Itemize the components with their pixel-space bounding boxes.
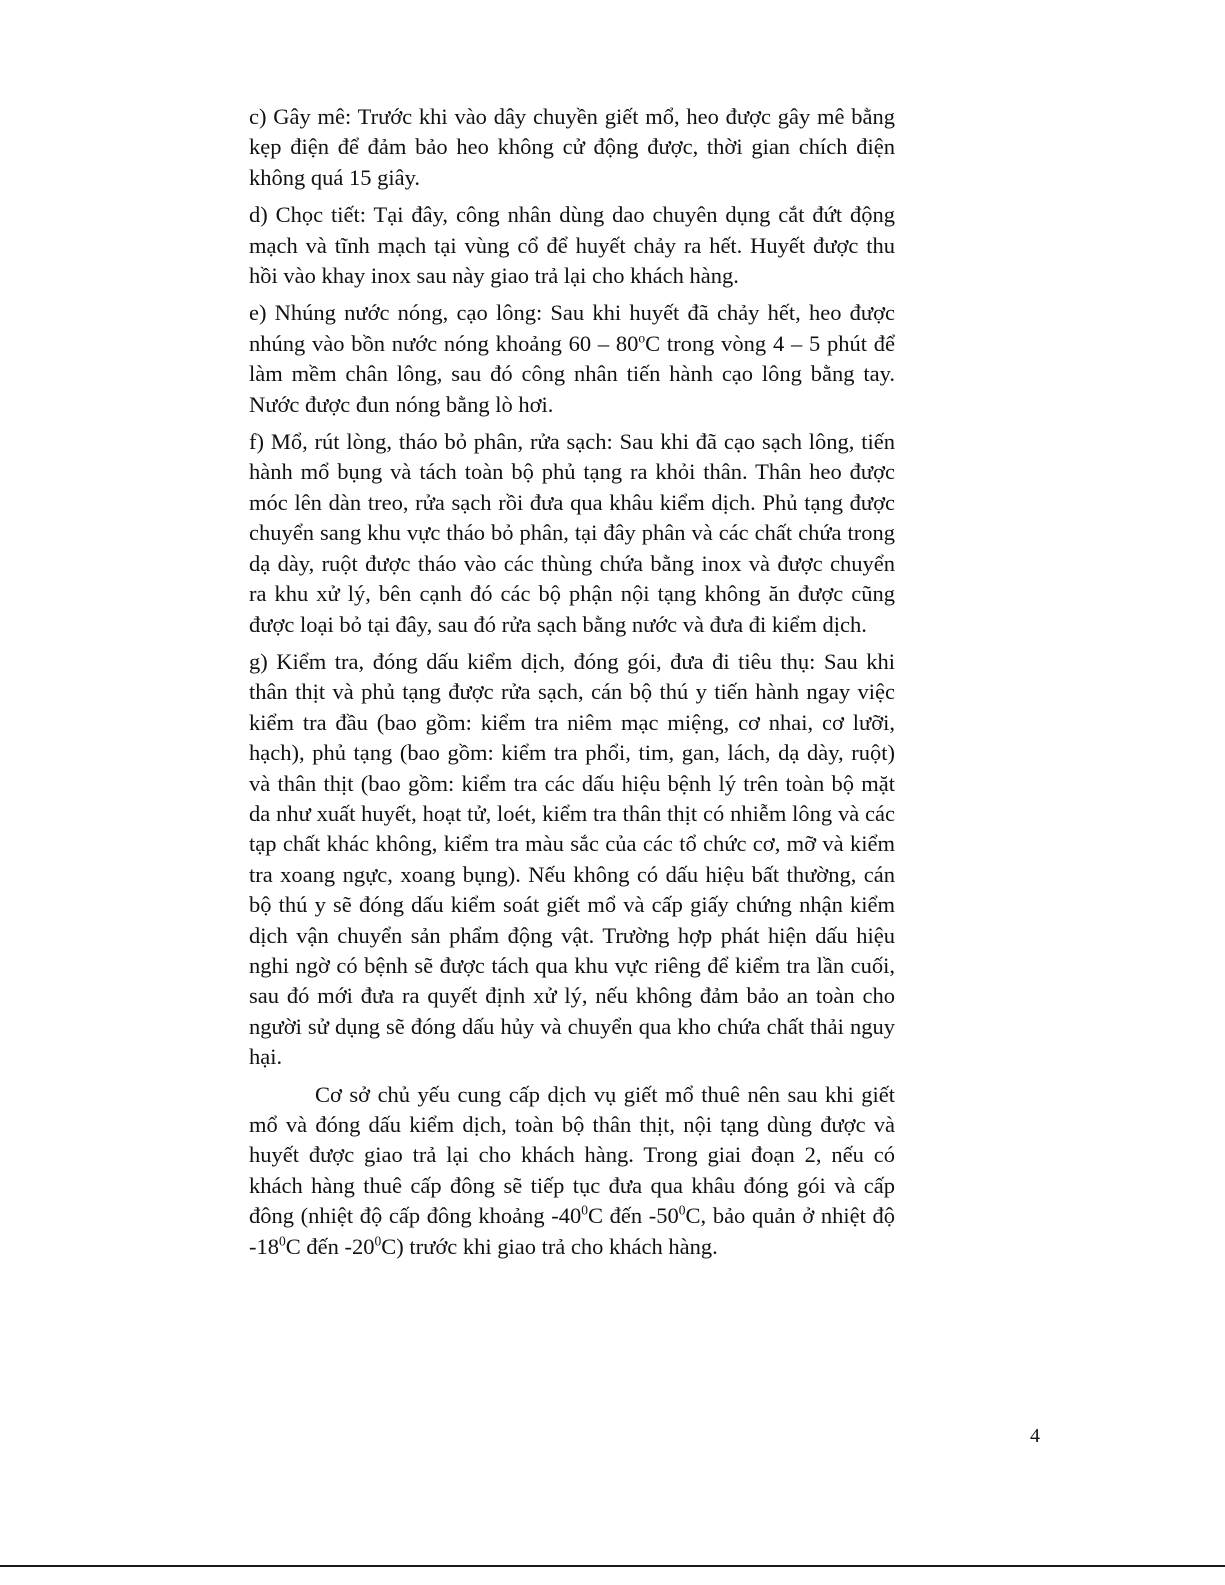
text-segment: C) trước khi giao trả cho khách hàng. [381,1233,718,1259]
text-segment: C trong vòng 4 – 5 phút để làm mềm chân lông, sau đó công nhân tiến hành cạo lông bằng tay. Nước được đun nóng bằng lò hơi. [249,330,895,417]
degree-superscript: o [638,330,646,346]
degree-superscript: 0 [678,1202,686,1218]
page-number: 4 [1030,1425,1040,1447]
paragraph-scalding [249,298,895,420]
document-body [249,102,895,1269]
paragraph-summary [249,1080,895,1262]
degree-superscript: 0 [374,1233,382,1249]
page-bottom-divider [0,1565,1225,1567]
paragraph-bleeding: d) Chọc tiết: Tại đây, công nhân dùng dao chuyên dụng cắt đứt động mạch và tĩnh mạch tại vùng cổ để huyết chảy ra hết. Huyết được thu hồi vào khay inox sau này giao trả lại cho khách hàng. [249,202,895,289]
text-segment: e) Nhúng nước nóng, cạo lông: Sau khi huyết đã chảy hết, heo được nhúng vào bồn nước nóng khoảng 60 – 80 [249,300,895,356]
degree-superscript: 0 [581,1202,589,1218]
paragraph-inspection: g) Kiểm tra, đóng dấu kiểm dịch, đóng gói, đưa đi tiêu thụ: Sau khi thân thịt và phủ tạng được rửa sạch, cán bộ thú y tiến hành ngay việc kiểm tra đầu (bao gồm: kiểm tra niêm mạc miệng, cơ nhai, cơ lưỡi, hạch), phủ tạng (bao gồm: kiểm tra phổi, tim, gan, lách, dạ dày, ruột) và thân thịt (bao gồm: kiểm tra các dấu hiệu bệnh lý trên toàn bộ mặt da như xuất huyết, hoạt tử, loét, kiểm tra thân thịt có nhiễm lông và các tạp chất khác không, kiểm tra màu sắc của các tổ chức cơ, mỡ và kiểm tra xoang ngực, xoang bụng). Nếu không có dấu hiệu bất thường, cán bộ thú y sẽ đóng dấu kiểm soát giết mổ và cấp giấy chứng nhận kiểm dịch vận chuyển sản phẩm động vật. Trường hợp phát hiện dấu hiệu nghi ngờ có bệnh sẽ được tách qua khu vực riêng để kiểm tra lần cuối, sau đó mới đưa ra quyết định xử lý, nếu không đảm bảo an toàn cho người sử dụng sẽ đóng dấu hủy và chuyển qua kho chứa chất thải nguy hại. [249,648,895,1070]
text-segment: C đến -50 [588,1203,679,1229]
degree-superscript: 0 [279,1233,286,1249]
paragraph-anesthesia: c) Gây mê: Trước khi vào dây chuyền giết mổ, heo được gây mê bằng kẹp điện để đảm bảo heo không cử động được, thời gian chích điện không quá 15 giây. [249,104,895,190]
text-segment: Cơ sở chủ yếu cung cấp dịch vụ giết mổ thuê nên sau khi giết mổ và đóng dấu kiểm dịch, toàn bộ thân thịt, nội tạng dùng được và huyết được giao trả lại cho khách hàng. Trong giai đoạn 2, nếu có khách hàng thuê cấp đông sẽ tiếp tục đưa qua khâu đóng gói và cấp đông (nhiệt độ cấp đông khoảng -40 [249,1081,895,1229]
text-segment: C đến -20 [285,1233,375,1259]
paragraph-evisceration: f) Mổ, rút lòng, tháo bỏ phân, rửa sạch: Sau khi đã cạo sạch lông, tiến hành mổ bụng và tách toàn bộ phủ tạng ra khỏi thân. Thân heo được móc lên dàn treo, rửa sạch rồi đưa qua khâu kiểm dịch. Phủ tạng được chuyển sang khu vực tháo bỏ phân, tại đây phân và các chất chứa trong dạ dày, ruột được tháo vào các thùng chứa bằng inox và được chuyển ra khu xử lý, bên cạnh đó các bộ phận nội tạng không ăn được cũng được loại bỏ tại đây, sau đó rửa sạch bằng nước và đưa đi kiểm dịch. [249,429,895,637]
text-segment: C, bảo quản ở nhiệt độ -18 [249,1203,895,1259]
